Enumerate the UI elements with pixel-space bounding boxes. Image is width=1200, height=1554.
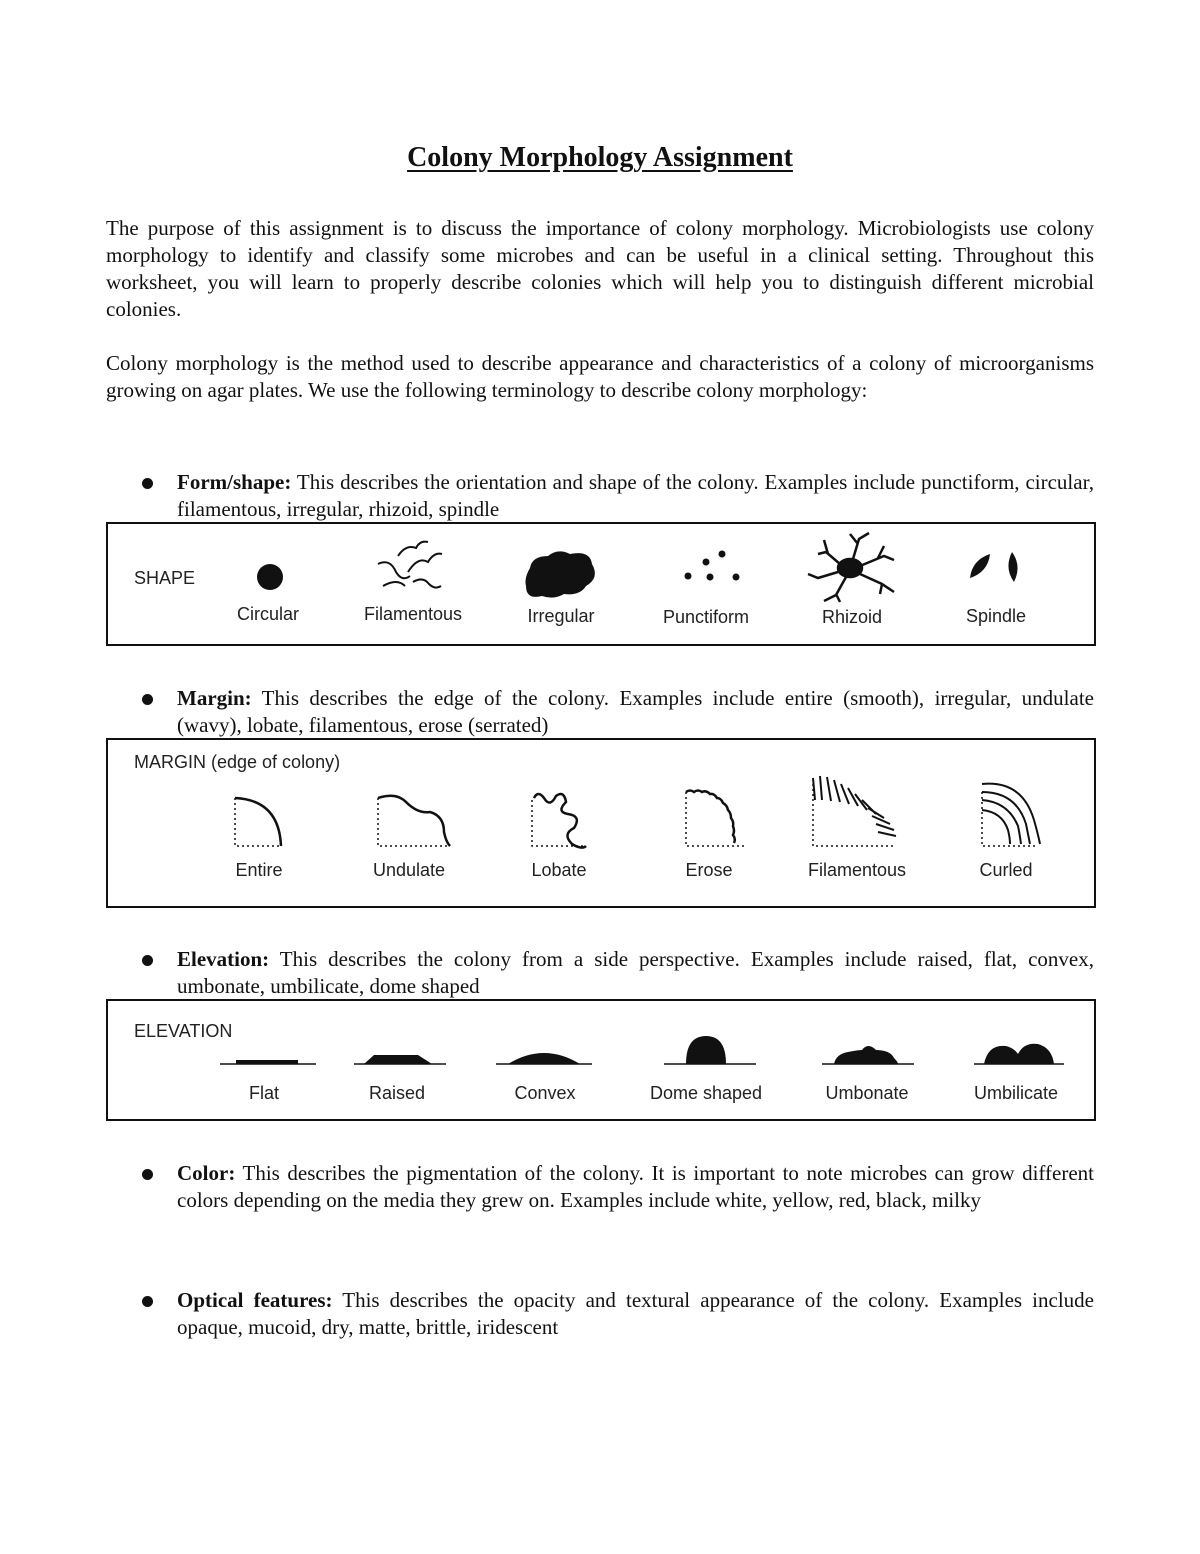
shape-label-circular: Circular [236,604,299,624]
entire-margin-icon [235,798,281,846]
shape-figure [106,522,1096,646]
figure-heading: MARGIN (edge of colony) [134,752,341,772]
bullet-dot-icon [142,1169,153,1180]
spindle-colony-icon [970,552,1018,582]
raised-elevation-icon [354,1055,446,1064]
umbonate-elevation-icon [822,1046,914,1064]
figure-heading: ELEVATION [134,1021,233,1041]
bullet-color [106,1160,1094,1214]
umbilicate-elevation-icon [974,1044,1064,1064]
bullet-dot-icon [142,478,153,489]
lobate-margin-icon [532,794,586,848]
shape-label-irregular: Irregular [527,606,595,626]
elevation-label-flat: Flat [248,1083,279,1103]
elevation-label-raised: Raised [368,1083,426,1103]
curled-margin-icon [982,784,1040,846]
bullet-dot-icon [142,955,153,966]
bullet-text: This describes the colony from a side perspective. Examples include raised, flat, convex, umbonate, umbilicate, dome shaped [177,947,1094,998]
page-title: Colony Morphology Assignment [407,142,793,173]
bullet-elevation [106,946,1094,1000]
undulate-margin-icon [378,796,450,846]
figure-heading: SHAPE [134,568,196,588]
margin-figure-drawings [108,740,1098,910]
bullet-text: This describes the opacity and textural appearance of the colony. Examples include opaque, mucoid, dry, matte, brittle, iridescent [177,1288,1094,1339]
margin-label-erose: Erose [685,860,733,880]
flat-elevation-icon [220,1060,316,1064]
shape-figure-drawings [108,524,1098,648]
elevation-label-umbilicate: Umbilicate [973,1083,1059,1103]
elevation-figure-drawings [108,1001,1098,1123]
intro-paragraph-1: The purpose of this assignment is to discuss the importance of colony morphology. Microbiologists use colony morphology to identify and classify some microbes and can be useful in a clinical setting. Throughout this worksheet, you will learn to properly describe colonies which will help you to distinguish different microbial colonies. [106,216,1094,321]
irregular-colony-icon [526,551,595,597]
dome-shaped-elevation-icon [664,1036,756,1064]
punctiform-colony-icon [685,551,740,581]
shape-label-spindle: Spindle [965,606,1027,626]
bullet-optical-features [106,1287,1094,1341]
bullet-text: This describes the orientation and shape of the colony. Examples include punctiform, circular, filamentous, irregular, rhizoid, spindle [177,470,1094,521]
shape-label-punctiform: Punctiform [662,607,750,627]
convex-elevation-icon [496,1053,592,1064]
elevation-figure [106,999,1096,1121]
elevation-label-umbonate: Umbonate [825,1083,909,1103]
shape-label-rhizoid: Rhizoid [821,607,883,627]
intro-paragraph-2: Colony morphology is the method used to describe appearance and characteristics of a colony of microorganisms growing on agar plates. We use the following terminology to describe colony morphology: [106,351,1094,402]
margin-label-entire: Entire [235,860,283,880]
circular-colony-icon [257,564,283,590]
bullet-term: Form/shape: [177,470,292,494]
rhizoid-colony-icon [808,533,894,602]
margin-figure [106,738,1096,908]
bullet-term: Margin: [177,686,252,710]
elevation-label-dome-shaped: Dome shaped [649,1083,763,1103]
bullet-form-shape [106,469,1094,523]
bullet-dot-icon [142,694,153,705]
margin-label-filamentous: Filamentous [807,860,907,880]
bullet-margin [106,685,1094,739]
filamentous-colony-icon [378,542,442,588]
elevation-label-convex: Convex [514,1083,576,1103]
margin-label-curled: Curled [979,860,1033,880]
bullet-term: Elevation: [177,947,270,971]
margin-label-undulate: Undulate [372,860,446,880]
bullet-dot-icon [142,1296,153,1307]
bullet-text: This describes the edge of the colony. Examples include entire (smooth), irregular, undulate (wavy), lobate, filamentous, erose (serrated) [177,686,1094,737]
shape-label-filamentous: Filamentous [363,604,463,624]
margin-label-lobate: Lobate [531,860,587,880]
bullet-term: Optical features: [177,1288,333,1312]
bullet-term: Color: [177,1161,236,1185]
erose-margin-icon [686,791,746,847]
filamentous-margin-icon [813,776,896,846]
bullet-text: This describes the pigmentation of the colony. It is important to note microbes can grow different colors depending on the media they grew on. Examples include white, yellow, red, black, milky [177,1161,1094,1212]
